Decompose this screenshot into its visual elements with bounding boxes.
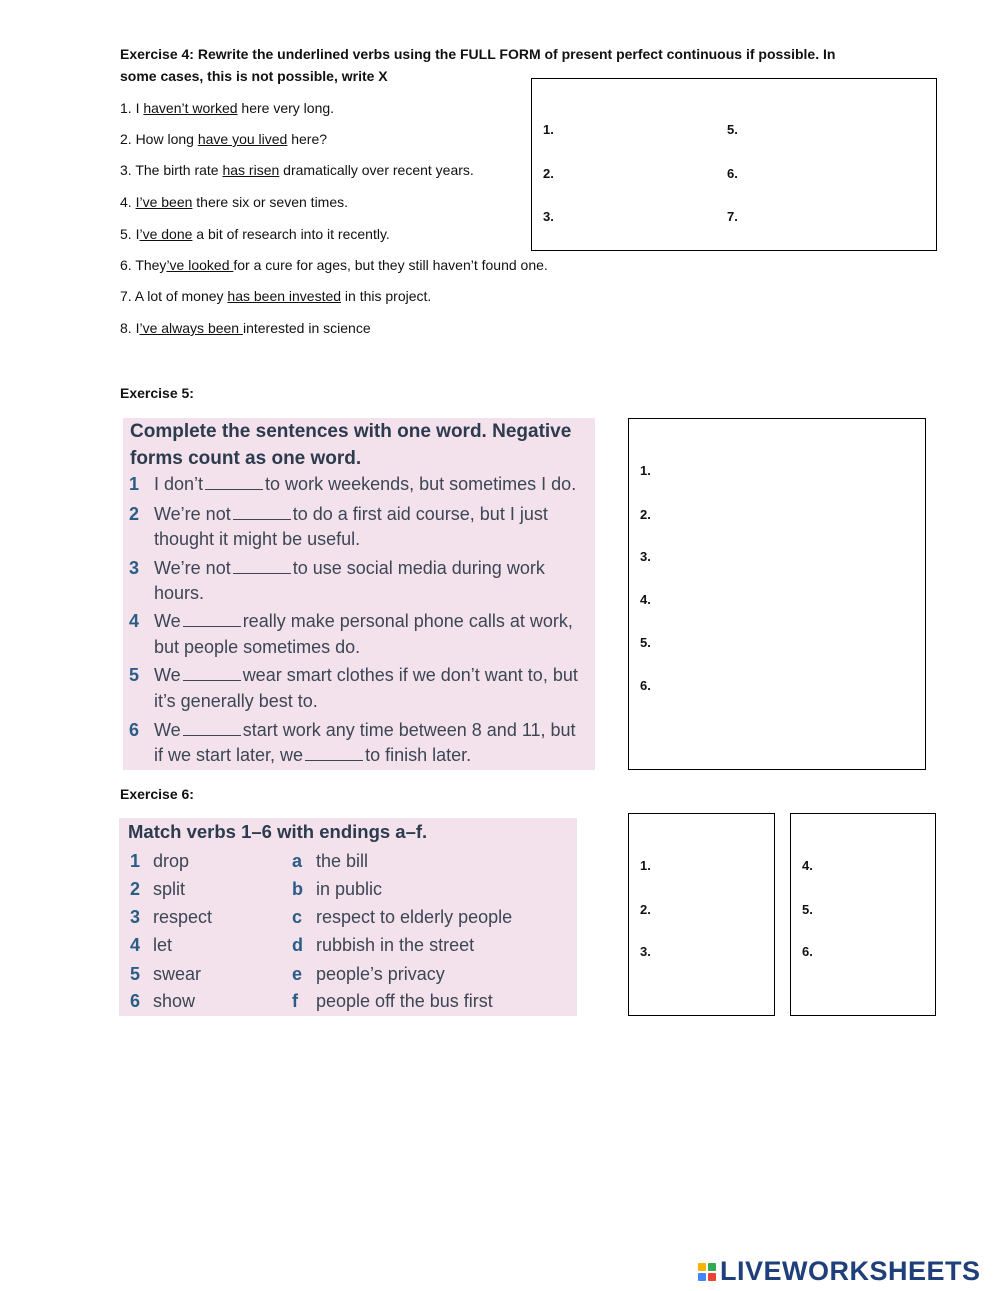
sentence-line [120,100,334,116]
verb-text: respect [153,907,213,927]
sentence-start: I don’t [154,474,204,494]
sentence-text: here very long. [237,100,335,116]
sentence-end: wear smart clothes if we don’t want to, but [242,665,578,685]
exercise-6-answer-box-left[interactable] [628,813,775,1016]
answer-blank [305,759,363,761]
item-number: 2 [129,504,140,524]
exercise-6-panel [119,818,577,1016]
underlined-verb: haven’t worked [143,100,238,116]
verb-number: 5 [130,964,141,984]
answer-label: 6. [727,166,738,181]
ending-letter: e [292,964,303,984]
answer-label: 3. [640,549,651,564]
answer-label: 5. [727,122,738,137]
sentence-text: 3. The birth rate [120,162,223,178]
ending-letter: c [292,907,303,927]
underlined-verb: ’ve looked [166,257,234,273]
item-number: 4 [129,611,140,631]
sentence-line [154,558,545,579]
answer-label: 4. [802,858,813,873]
sentence-line [120,288,431,304]
underlined-verb: has been invested [227,288,342,304]
answer-label: 5. [640,635,651,650]
logo-square [708,1263,716,1271]
sentence-text: a bit of research into it recently. [192,226,390,242]
ending-text: rubbish in the street [316,935,475,955]
sentence-line [120,162,474,178]
item-number: 1 [129,474,140,494]
sentence-text: 8. I [120,320,140,336]
logo-icon [698,1263,716,1281]
item-number: 3 [129,558,140,578]
answer-blank [183,734,241,736]
underlined-verb: I’ve been [135,194,193,210]
answer-label: 7. [727,209,738,224]
sentence-text: in this project. [341,288,432,304]
ending-text: respect to elderly people [316,907,513,927]
sentence-line [154,611,573,632]
sentence-end: really make personal phone calls at work, [242,611,573,631]
logo-square [698,1263,706,1271]
verb-text: swear [153,964,202,984]
sentence-line [154,474,576,495]
answer-label: 3. [640,944,651,959]
answer-blank [183,625,241,627]
underlined-verb: has risen [222,162,280,178]
sentence-start: We’re not [154,558,231,578]
answer-label: 5. [802,902,813,917]
sentence-end: to finish later. [365,745,472,765]
sentence-line [120,226,390,242]
exercise-6-instructions: Match verbs 1–6 with endings a–f. [128,821,428,842]
sentence-text: 4. [120,194,136,210]
logo-text: LIVEWORKSHEETS [720,1256,981,1286]
ending-text: the bill [316,851,369,871]
verb-text: show [153,991,196,1011]
sentence-text: 1. I [120,100,144,116]
exercise-6-title: Exercise 6: [120,786,194,802]
verb-number: 3 [130,907,141,927]
sentence-start: if we start later, we [154,745,304,765]
underlined-verb: ’ve done [139,226,193,242]
exercise-5-instructions: Complete the sentences with one word. Negative forms count as one word. [130,421,572,469]
sentence-text: there six or seven times. [192,194,349,210]
answer-label: 2. [640,902,651,917]
sentence-end: to do a first aid course, but I just [292,504,548,524]
sentence-line [120,257,548,273]
ending-text: people off the bus first [316,991,493,1011]
exercise-5-answer-box[interactable] [628,418,926,770]
answer-blank [233,572,291,574]
sentence-text: here? [287,131,328,147]
exercise-5-title: Exercise 5: [120,385,194,401]
sentence-end: start work any time between 8 and 11, but [242,720,576,740]
sentence-text: interested in science [242,320,371,336]
sentence-continuation: it’s generally best to. [154,691,318,711]
sentence-line [154,665,578,686]
item-number: 6 [129,720,140,740]
answer-blank [183,679,241,681]
sentence-line [154,720,576,741]
sentence-text: 5. I [120,226,140,242]
exercise-4-answer-box[interactable] [531,78,937,251]
verb-text: let [153,935,173,955]
answer-label: 6. [640,678,651,693]
answer-label: 3. [543,209,554,224]
sentence-start: We [154,720,181,740]
answer-blank [205,488,263,490]
sentence-line [120,131,327,147]
ending-text: people’s privacy [316,964,445,984]
verb-number: 2 [130,879,141,899]
sentence-start: We [154,611,181,631]
sentence-text: 2. How long [120,131,198,147]
sentence-text: dramatically over recent years. [279,162,474,178]
ending-letter: a [292,851,303,871]
sentence-line [120,194,348,210]
exercise-4-title: Exercise 4: Rewrite the underlined verbs using the FULL FORM of present perfect continuous if possible. In some cases, this is not possible, write X [120,46,836,84]
exercise-6-answer-box-right[interactable] [790,813,936,1016]
sentence-continuation: but people sometimes do. [154,637,361,657]
sentence-line [154,504,548,525]
sentence-line [120,320,371,336]
verb-text: drop [153,851,190,871]
sentence-start: We’re not [154,504,231,524]
answer-label: 1. [640,463,651,478]
sentence-continuation [154,745,471,766]
sentence-text: 6. They [120,257,167,273]
verb-number: 4 [130,935,141,955]
underlined-verb: ’ve always been [139,320,243,336]
ending-letter: b [292,879,303,899]
answer-label: 1. [543,122,554,137]
sentence-continuation: thought it might be useful. [154,529,361,549]
underlined-verb: have you lived [197,131,288,147]
ending-letter: f [292,991,298,1011]
ending-text: in public [316,879,383,899]
logo-square [708,1273,716,1281]
sentence-end: to use social media during work [292,558,545,578]
verb-number: 6 [130,991,141,1011]
ending-letter: d [292,935,303,955]
liveworksheets-logo [698,1256,981,1287]
answer-label: 4. [640,592,651,607]
sentence-continuation: hours. [154,583,205,603]
verb-number: 1 [130,851,141,871]
answer-label: 6. [802,944,813,959]
answer-label: 1. [640,858,651,873]
answer-blank [233,518,291,520]
answer-label: 2. [543,166,554,181]
sentence-text: 7. A lot of money [120,288,228,304]
sentence-start: We [154,665,181,685]
sentence-end: to work weekends, but sometimes I do. [265,474,577,494]
sentence-text: for a cure for ages, but they still haven’t found one. [233,257,548,273]
answer-label: 2. [640,507,651,522]
item-number: 5 [129,665,140,685]
exercise-5-panel [123,418,595,770]
verb-text: split [153,879,186,899]
logo-square [698,1273,706,1281]
